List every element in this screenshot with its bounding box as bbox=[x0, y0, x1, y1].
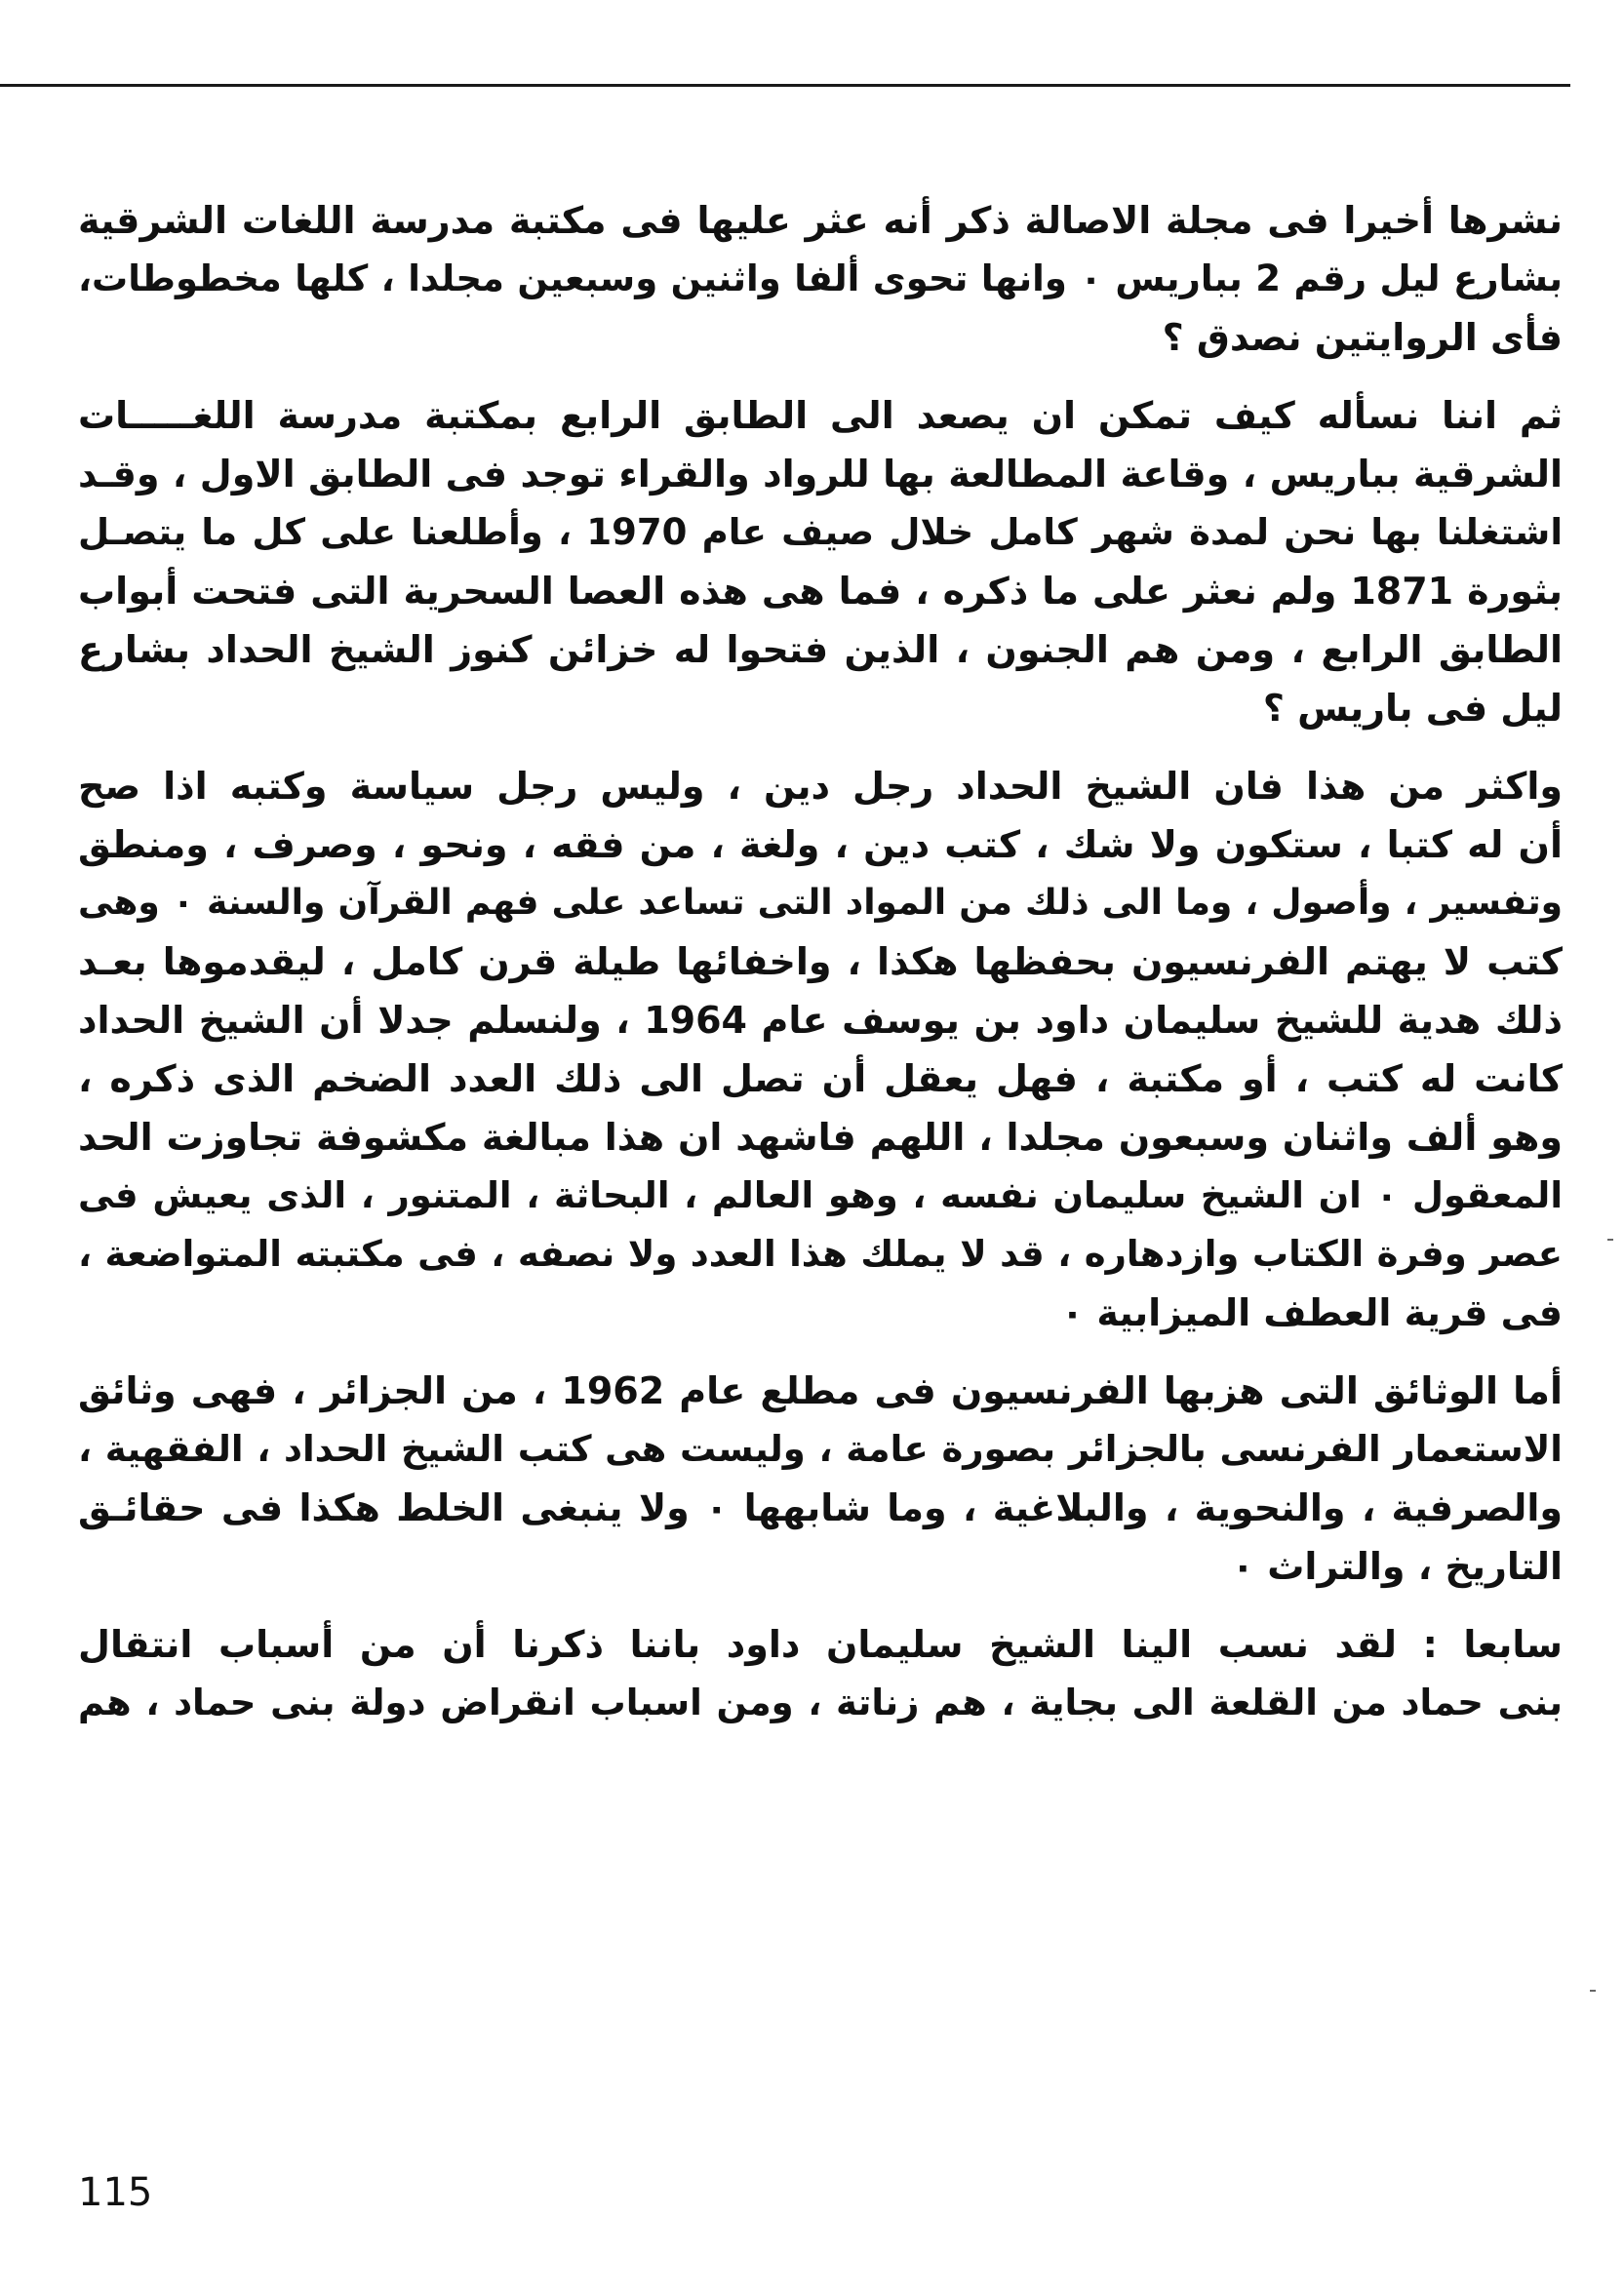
page-number: 115 bbox=[78, 2170, 153, 2215]
text-line-rest: : لقد نسب الينا الشيخ سليمان داود باننا ذكرنا أن من أسباب انتقال bbox=[78, 1623, 1464, 1666]
paragraph-2 bbox=[78, 386, 1563, 737]
text-line: ذلك هدية للشيخ سليمان داود بن يوسف عام 1964 ، ولنسلم جدلا أن الشيخ الحداد bbox=[78, 999, 1563, 1042]
text-line: التاريخ ، والتراث ٠ bbox=[1231, 1545, 1563, 1588]
paragraph-4 bbox=[78, 1362, 1563, 1596]
text-line bbox=[78, 1615, 1563, 1674]
text-line: ثم اننا نسأله كيف تمكن ان يصعد الى الطابق الرابع بمكتبة مدرسة اللغـــــات bbox=[78, 394, 1563, 437]
text-line: وتفسير ، وأصول ، وما الى ذلك من المواد التى تساعد على فهم القرآن والسنة ٠ وهى bbox=[78, 883, 1563, 923]
paragraph-1 bbox=[78, 191, 1563, 367]
text-line: بنى حماد من القلعة الى بجاية ، هم زناتة ، ومن اسباب انقراض دولة بنى حماد ، هم bbox=[78, 1682, 1563, 1723]
scan-speck bbox=[1607, 1239, 1613, 1241]
text-line: كتب لا يهتم الفرنسيون بحفظها هكذا ، واخفائها طيلة قرن كامل ، ليقدموها بعـد bbox=[78, 940, 1563, 983]
text-line: فى قرية العطف الميزابية ٠ bbox=[1060, 1291, 1563, 1334]
text-line: بثورة 1871 ولم نعثر على ما ذكره ، فما هى هذه العصا السحرية التى فتحت أبواب bbox=[78, 570, 1564, 613]
text-line: الاستعمار الفرنسى بالجزائر بصورة عامة ، وليست هى كتب الشيخ الحداد ، الفقهية ، bbox=[78, 1428, 1563, 1470]
body-text bbox=[78, 191, 1563, 1752]
text-line: وهو ألف واثنان وسبعون مجلدا ، اللهم فاشهد ان هذا مبالغة مكشوفة تجاوزت الحد bbox=[78, 1116, 1563, 1159]
text-line: أما الوثائق التى هزبها الفرنسيون فى مطلع عام 1962 ، من الجزائر ، فهى وثائق bbox=[78, 1369, 1563, 1412]
text-line: اشتغلنا بها نحن لمدة شهر كامل خلال صيف عام 1970 ، وأطلعنا على كل ما يتصـل bbox=[78, 511, 1563, 553]
text-line: فأى الروايتين نصدق ؟ bbox=[1162, 316, 1563, 359]
text-line: عصر وفرة الكتاب وازدهاره ، قد لا يملك هذا العدد ولا نصفه ، فى مكتبته المتواضعة ، bbox=[78, 1233, 1563, 1275]
text-line: ليل فى باريس ؟ bbox=[1262, 687, 1563, 730]
text-line: والصرفية ، والنحوية ، والبلاغية ، وما شابهها ٠ ولا ينبغى الخلط هكذا فى حقائـق bbox=[78, 1486, 1563, 1529]
text-line: واكثر من هذا فان الشيخ الحداد رجل دين ، وليس رجل سياسة وكتبه اذا صح bbox=[78, 765, 1563, 808]
text-line: كانت له كتب ، أو مكتبة ، فهل يعقل أن تصل الى ذلك العدد الضخم الذى ذكره ، bbox=[78, 1057, 1563, 1100]
scan-speck bbox=[1590, 1990, 1596, 1992]
text-line: المعقول ٠ ان الشيخ سليمان نفسه ، وهو العالم ، البحاثة ، المتنور ، الذى يعيش فى bbox=[78, 1174, 1564, 1216]
paragraph-5 bbox=[78, 1615, 1563, 1732]
header-rule bbox=[0, 84, 1570, 87]
paragraph-3 bbox=[78, 757, 1563, 1342]
section-lead-word: سابعا bbox=[1463, 1623, 1563, 1666]
text-line: نشرها أخيرا فى مجلة الاصالة ذكر أنه عثر عليها فى مكتبة مدرسة اللغات الشرقية bbox=[78, 199, 1563, 242]
text-line: أن له كتبا ، ستكون ولا شك ، كتب دين ، ولغة ، من فقه ، ونحو ، وصرف ، ومنطق bbox=[78, 823, 1563, 866]
text-line: بشارع ليل رقم 2 بباريس ٠ وانها تحوى ألفا واثنين وسبعين مجلدا ، كلها مخطوطات، bbox=[78, 257, 1563, 299]
text-line: الشرقية بباريس ، وقاعة المطالعة بها للرواد والقراء توجد فى الطابق الاول ، وقـد bbox=[78, 453, 1563, 495]
text-line: الطابق الرابع ، ومن هم الجنون ، الذين فتحوا له خزائن كنوز الشيخ الحداد بشارع bbox=[78, 628, 1563, 671]
